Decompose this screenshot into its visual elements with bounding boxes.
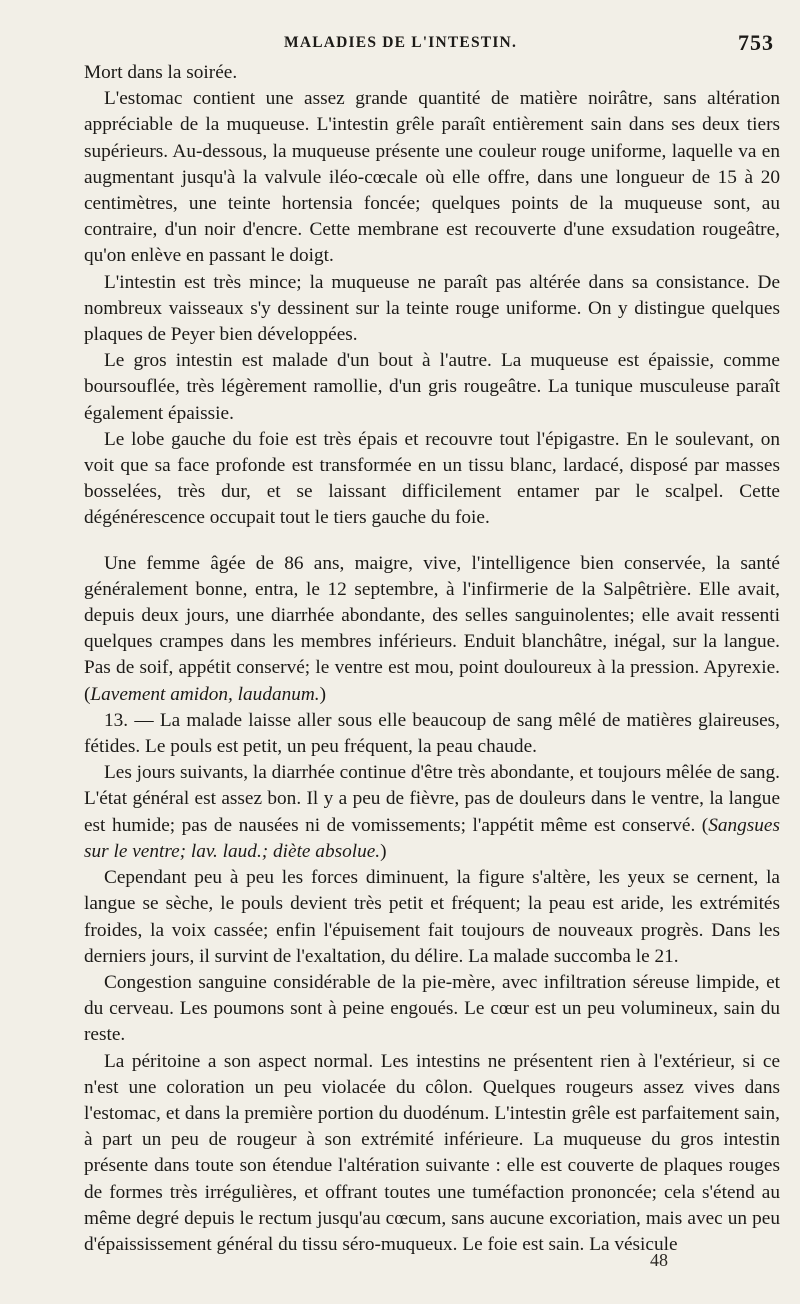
paragraph-7: 13. — La malade laisse aller sous elle beaucoup de sang mêlé de matières glaireuses, fétides. Le pouls est petit, un peu fréquent, la peau chaude. xyxy=(84,709,780,758)
italic-prescription-1: Lavement amidon, laudanum. xyxy=(90,683,320,705)
book-page xyxy=(84,30,780,1270)
paragraph-10: Congestion sanguine considérable de la pie-mère, avec infiltration séreuse limpide, et du cerveau. Les poumons sont à peine engoués. Le cœur est un peu volumineux, sain du reste. xyxy=(84,971,780,1046)
running-title: MALADIES DE L'INTESTIN. xyxy=(284,34,518,51)
paragraph-2: L'estomac contient une assez grande quantité de matière noirâtre, sans altération appréciable de la muqueuse. L'intestin grêle paraît entièrement sain dans ses deux tiers supérieurs. Au-dessous, la muqueuse présente une couleur rouge uniforme, laquelle va en augmentant jusqu'à la valvule iléo-cœcale où elle offre, dans une longueur de 15 à 20 centimètres, une teinte hortensia foncée; quelques points de la muqueuse sont, au contraire, d'un noir d'encre. Cette membrane est recouverte d'une exsudation rougeâtre, qu'on enlève en passant le doigt. xyxy=(84,88,780,267)
paragraph-3: L'intestin est très mince; la muqueuse ne paraît pas altérée dans sa consistance. De nombreux vaisseaux s'y dessinent sur la teinte rouge uniforme. On y distingue quelques plaques de Peyer bien développées. xyxy=(84,271,780,346)
italic-prescription-2: Sangsues sur le ventre; lav. laud.; diète absolue. xyxy=(84,814,780,862)
paragraph-11: La péritoine a son aspect normal. Les intestins ne présentent rien à l'extérieur, si ce n'est une coloration un peu violacée du côlon. Quelques rougeurs assez vives dans l'estomac, et dans la première portion du duodénum. L'intestin grêle est parfaitement sain, à part un peu de rougeur à son extrémité inférieure. La muqueuse du gros intestin présente dans toute son étendue l'altération suivante : elle est couverte de plaques rouges de formes très irrégulières, et offrant toutes une tuméfaction prononcée; cela s'étend au même degré depuis le rectum jusqu'au cœcum, sans aucune excoriation, mais avec un peu d'épaississement général du tissu séro-muqueux. Le foie est sain. La vésicule xyxy=(84,1050,780,1255)
paragraph-1: Mort dans la soirée. xyxy=(84,62,238,83)
body-text xyxy=(84,60,780,1258)
paragraph-4: Le gros intestin est malade d'un bout à l'autre. La muqueuse est épaissie, comme boursouflée, très légèrement ramollie, d'un gris rougeâtre. La tunique musculeuse paraît également épaissie. xyxy=(84,350,780,424)
paragraph-6: Une femme âgée de 86 ans, maigre, vive, l'intelligence bien conservée, la santé généralement bonne, entra, le 12 septembre, à l'infirmerie de la Salpêtrière. Elle avait, depuis deux jours, une diarrhée abondante, des selles sanguinolentes; elle avait ressenti quelques crampes dans les membres inférieurs. Enduit blanchâtre, inégal, sur la langue. Pas de soif, appétit conservé; le ventre est mou, point douloureux à la pression. Apyrexie. (Lavement amidon, laudanum.) xyxy=(84,552,780,705)
page-header xyxy=(84,30,780,60)
paragraph-9: Cependant peu à peu les forces diminuent, la figure s'altère, les yeux se cernent, la langue se sèche, le pouls devient très petit et fréquent; la peau est aride, les extrémités froides, la voix cassée; enfin l'épuisement fait toujours de nouveaux progrès. Dans les derniers jours, il survint de l'exaltation, du délire. La malade succomba le 21. xyxy=(84,867,780,967)
paragraph-5: Le lobe gauche du foie est très épais et recouvre tout l'épigastre. En le soulevant, on voit que sa face profonde est transformée en un tissu blanc, lardacé, disposé par masses bosselées, très dur, et se laissant difficilement entamer par le scalpel. Cette dégénérescence occupait tout le tiers gauche du foie. xyxy=(84,428,780,529)
page-number: 753 xyxy=(738,30,774,55)
paragraph-8: Les jours suivants, la diarrhée continue d'être très abondante, et toujours mêlée de sang. L'état général est assez bon. Il y a peu de fièvre, pas de douleurs dans le ventre, la langue est humide; pas de nausées ni de vomissements; l'appétit même est conservé. (Sangsues sur le ventre; lav. laud.; diète absolue.) xyxy=(84,762,780,862)
signature-mark: 48 xyxy=(650,1250,668,1270)
